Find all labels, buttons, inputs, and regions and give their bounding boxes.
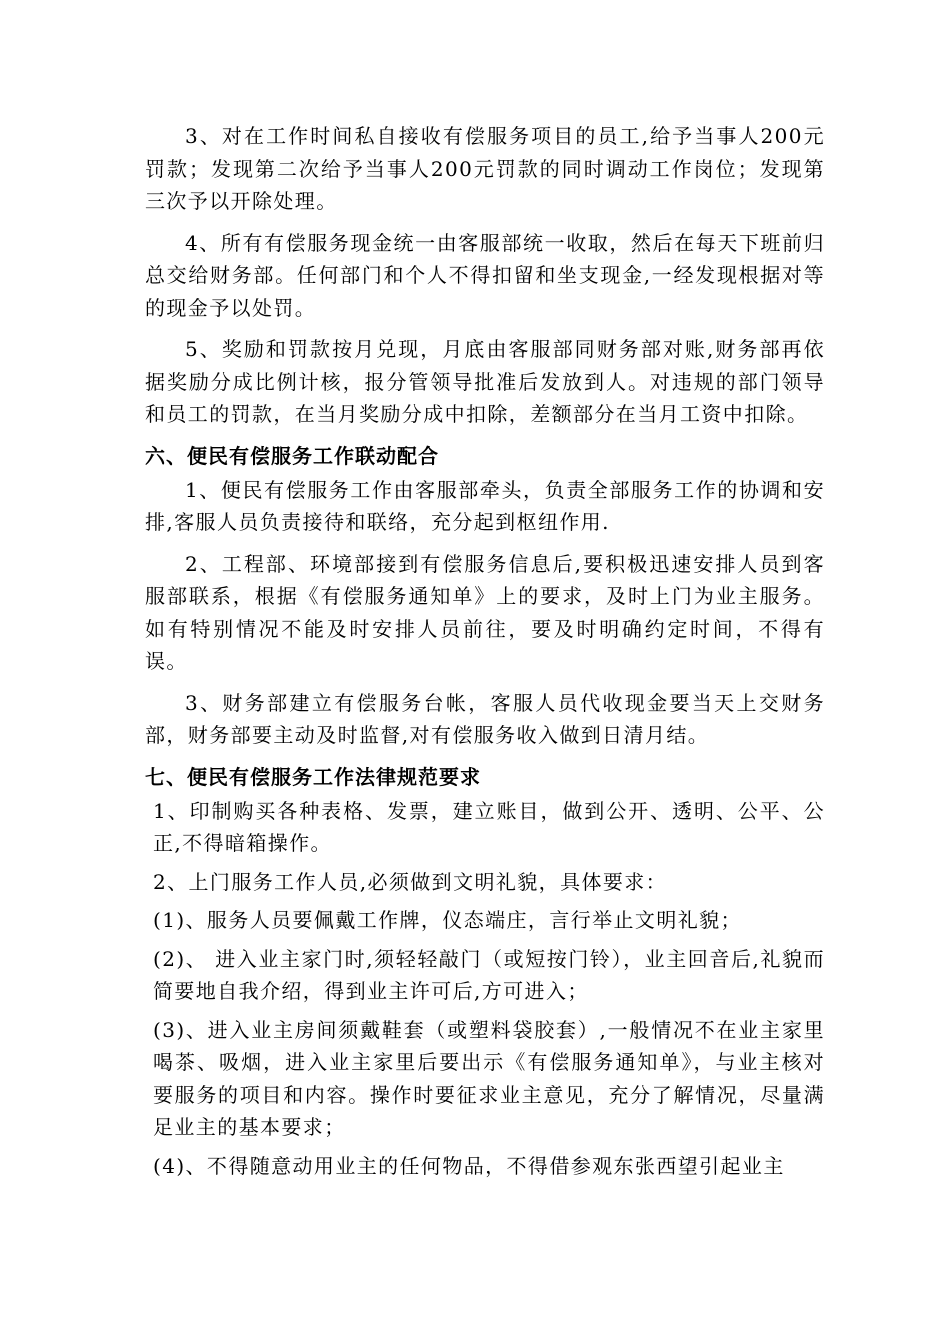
list-item-shoe-covers: (3)、进入业主房间须戴鞋套（或塑料袋胶套）,一般情况不在业主家里喝茶、吸烟，进入业主家里后要出示《有偿服务通知单》，与业主核对要服务的项目和内容。操作时要征求业主意见，充分了解情况，尽量满足业主的基本要求；	[153, 1017, 825, 1139]
paragraph-penalty-private-service: 3、对在工作时间私自接收有偿服务项目的员工,给予当事人200元罚款；发现第二次给予当事人200元罚款的同时调动工作岗位；发现第三次予以开除处理。	[145, 124, 825, 213]
paragraph-printing-forms: 1、印制购买各种表格、发票，建立账目，做到公开、透明、公平、公正,不得暗箱操作。	[153, 798, 825, 855]
paragraph-customer-service-lead: 1、便民有偿服务工作由客服部牵头，负责全部服务工作的协调和安排,客服人员负责接待和联络，充分起到枢纽作用.	[145, 477, 825, 534]
section-heading-coordination: 六、便民有偿服务工作联动配合	[145, 443, 439, 468]
paragraph-cash-collection: 4、所有有偿服务现金统一由客服部统一收取，然后在每天下班前归总交给财务部。任何部门和个人不得扣留和坐支现金,一经发现根据对等的现金予以处罚。	[145, 230, 825, 320]
document-page	[145, 120, 825, 1188]
paragraph-finance-ledger: 3、财务部建立有偿服务台帐，客服人员代收现金要当天上交财务部，财务部要主动及时监督,对有偿服务收入做到日清月结。	[145, 690, 825, 747]
list-item-knock-door: (2)、 进入业主家门时,须轻轻敲门（或短按门铃），业主回音后,礼貌而简要地自我介绍，得到业主许可后,方可进入；	[153, 946, 825, 1003]
list-item-no-touching: (4)、不得随意动用业主的任何物品，不得借参观东张西望引起业主	[153, 1153, 785, 1178]
list-item-wear-badge: (1)、服务人员要佩戴工作牌，仪态端庄，言行举止文明礼貌；	[153, 908, 742, 932]
section-heading-legal-requirements: 七、便民有偿服务工作法律规范要求	[145, 764, 481, 789]
paragraph-monthly-settlement: 5、奖励和罚款按月兑现，月底由客服部同财务部对账,财务部再依据奖励分成比例计核，报分管领导批准后发放到人。对违规的部门领导和员工的罚款，在当月奖励分成中扣除，差额部分在当月工资中扣除。	[145, 337, 825, 426]
paragraph-engineering-dispatch: 2、工程部、环境部接到有偿服务信息后,要积极迅速安排人员到客服部联系，根据《有偿服务通知单》上的要求，及时上门为业主服务。如有特别情况不能及时安排人员前往，要及时明确约定时间，不得有误。	[145, 551, 825, 673]
paragraph-onsite-courtesy: 2、上门服务工作人员,必须做到文明礼貌，具体要求：	[153, 869, 668, 894]
